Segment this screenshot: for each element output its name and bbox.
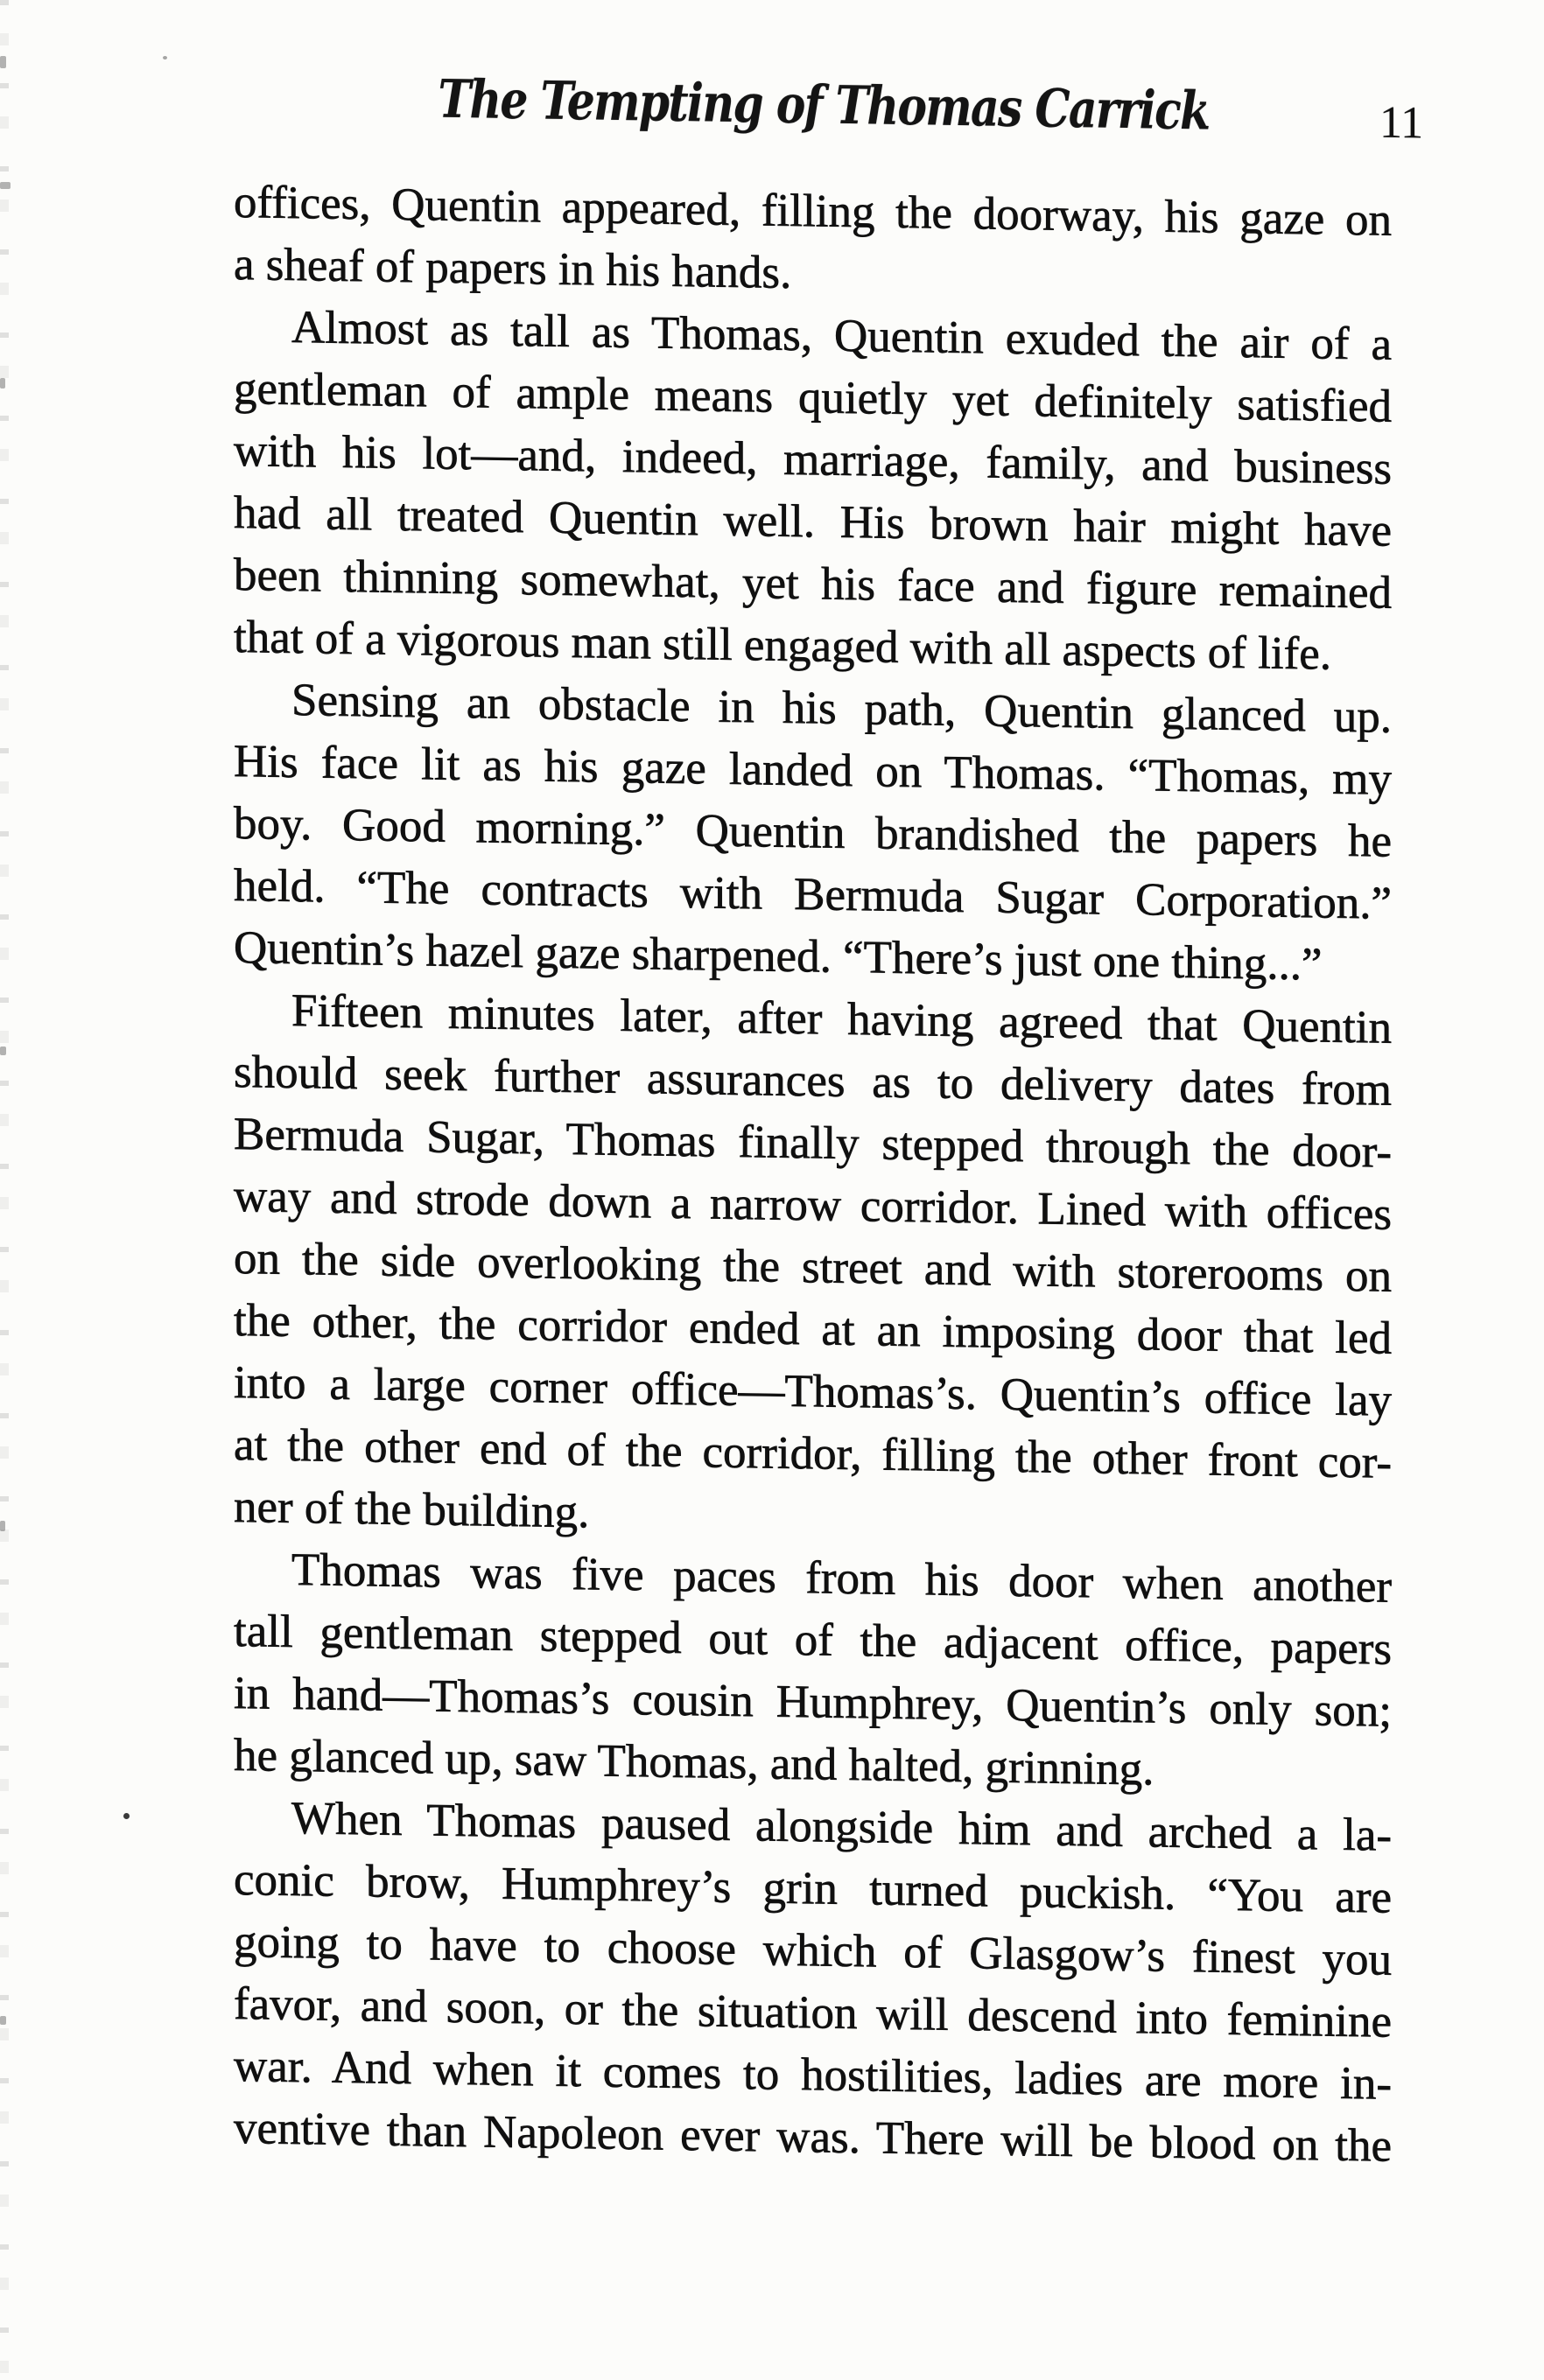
text-line: Fifteen minutes later, after having agreed that Quentin xyxy=(291,985,1392,1054)
running-header-title: The Tempting of Thomas Carrick xyxy=(438,68,1210,143)
text-line: His face lit as his gaze landed on Thomas. “Thomas, my xyxy=(234,736,1392,805)
text-line: a sheaf of papers in his hands. xyxy=(234,239,792,299)
text-line: should seek further assurances as to delivery dates from xyxy=(234,1046,1392,1116)
text-line: the other, the corridor ended at an imposing door that led xyxy=(234,1295,1392,1364)
paragraph xyxy=(234,979,1392,1557)
text-line: When Thomas paused alongside him and arched a la- xyxy=(291,1793,1392,1861)
text-line: boy. Good morning.” Quentin brandished the papers he xyxy=(234,798,1392,867)
text-line: Quentin’s hazel gaze sharpened. “There’s just one thing...” xyxy=(234,922,1323,990)
text-line: he glanced up, saw Thomas, and halted, grinning. xyxy=(234,1730,1154,1796)
text-line: way and strode down a narrow corridor. Lined with offices xyxy=(234,1171,1392,1240)
body-text xyxy=(234,172,1392,2178)
text-line: Almost as tall as Thomas, Quentin exuded the air of a xyxy=(291,302,1392,370)
text-line: into a large corner office—Thomas’s. Quentin’s office lay xyxy=(234,1357,1392,1426)
text-line: held. “The contracts with Bermuda Sugar Corporation.” xyxy=(234,860,1392,929)
text-line: ventive than Napoleon ever was. There will be blood on the xyxy=(234,2103,1392,2172)
text-line: at the other end of the corridor, filling the other front cor- xyxy=(234,1419,1392,1488)
text-line: that of a vigorous man still engaged with all aspects of life. xyxy=(234,612,1332,680)
paragraph xyxy=(234,296,1392,687)
text-line: Bermuda Sugar, Thomas finally stepped through the door- xyxy=(234,1109,1392,1178)
text-line: ner of the building. xyxy=(234,1481,590,1538)
text-line: going to have to choose which of Glasgow’s finest you xyxy=(234,1916,1392,1985)
text-line: war. And when it comes to hostilities, ladies are more in- xyxy=(234,2040,1392,2110)
text-line: had all treated Quentin well. His brown hair might have xyxy=(234,487,1392,556)
paragraph xyxy=(234,172,1392,314)
text-line: Sensing an obstacle in his path, Quentin glanced up. xyxy=(291,675,1392,743)
text-line: gentleman of ample means quietly yet definitely satisfied xyxy=(234,363,1392,432)
paragraph xyxy=(234,668,1392,998)
text-line: on the side overlooking the street and with storerooms on xyxy=(234,1233,1392,1302)
text-line: in hand—Thomas’s cousin Humphrey, Quentin’s only son; xyxy=(234,1668,1392,1737)
paragraph xyxy=(234,1538,1392,1805)
text-line: tall gentleman stepped out of the adjacent office, papers xyxy=(234,1606,1392,1675)
text-line: favor, and soon, or the situation will descend into feminine xyxy=(234,1978,1392,2048)
text-line: with his lot—and, indeed, marriage, family, and business xyxy=(234,425,1392,494)
text-line: Thomas was five paces from his door when another xyxy=(291,1544,1392,1613)
text-line: conic brow, Humphrey’s grin turned puckish. “You are xyxy=(234,1854,1392,1923)
text-line: been thinning somewhat, yet his face and figure remained xyxy=(234,550,1392,619)
paragraph xyxy=(234,1787,1392,2178)
text-line: offices, Quentin appeared, filling the doorway, his gaze on xyxy=(234,177,1392,246)
page-number: 11 xyxy=(1379,97,1424,149)
